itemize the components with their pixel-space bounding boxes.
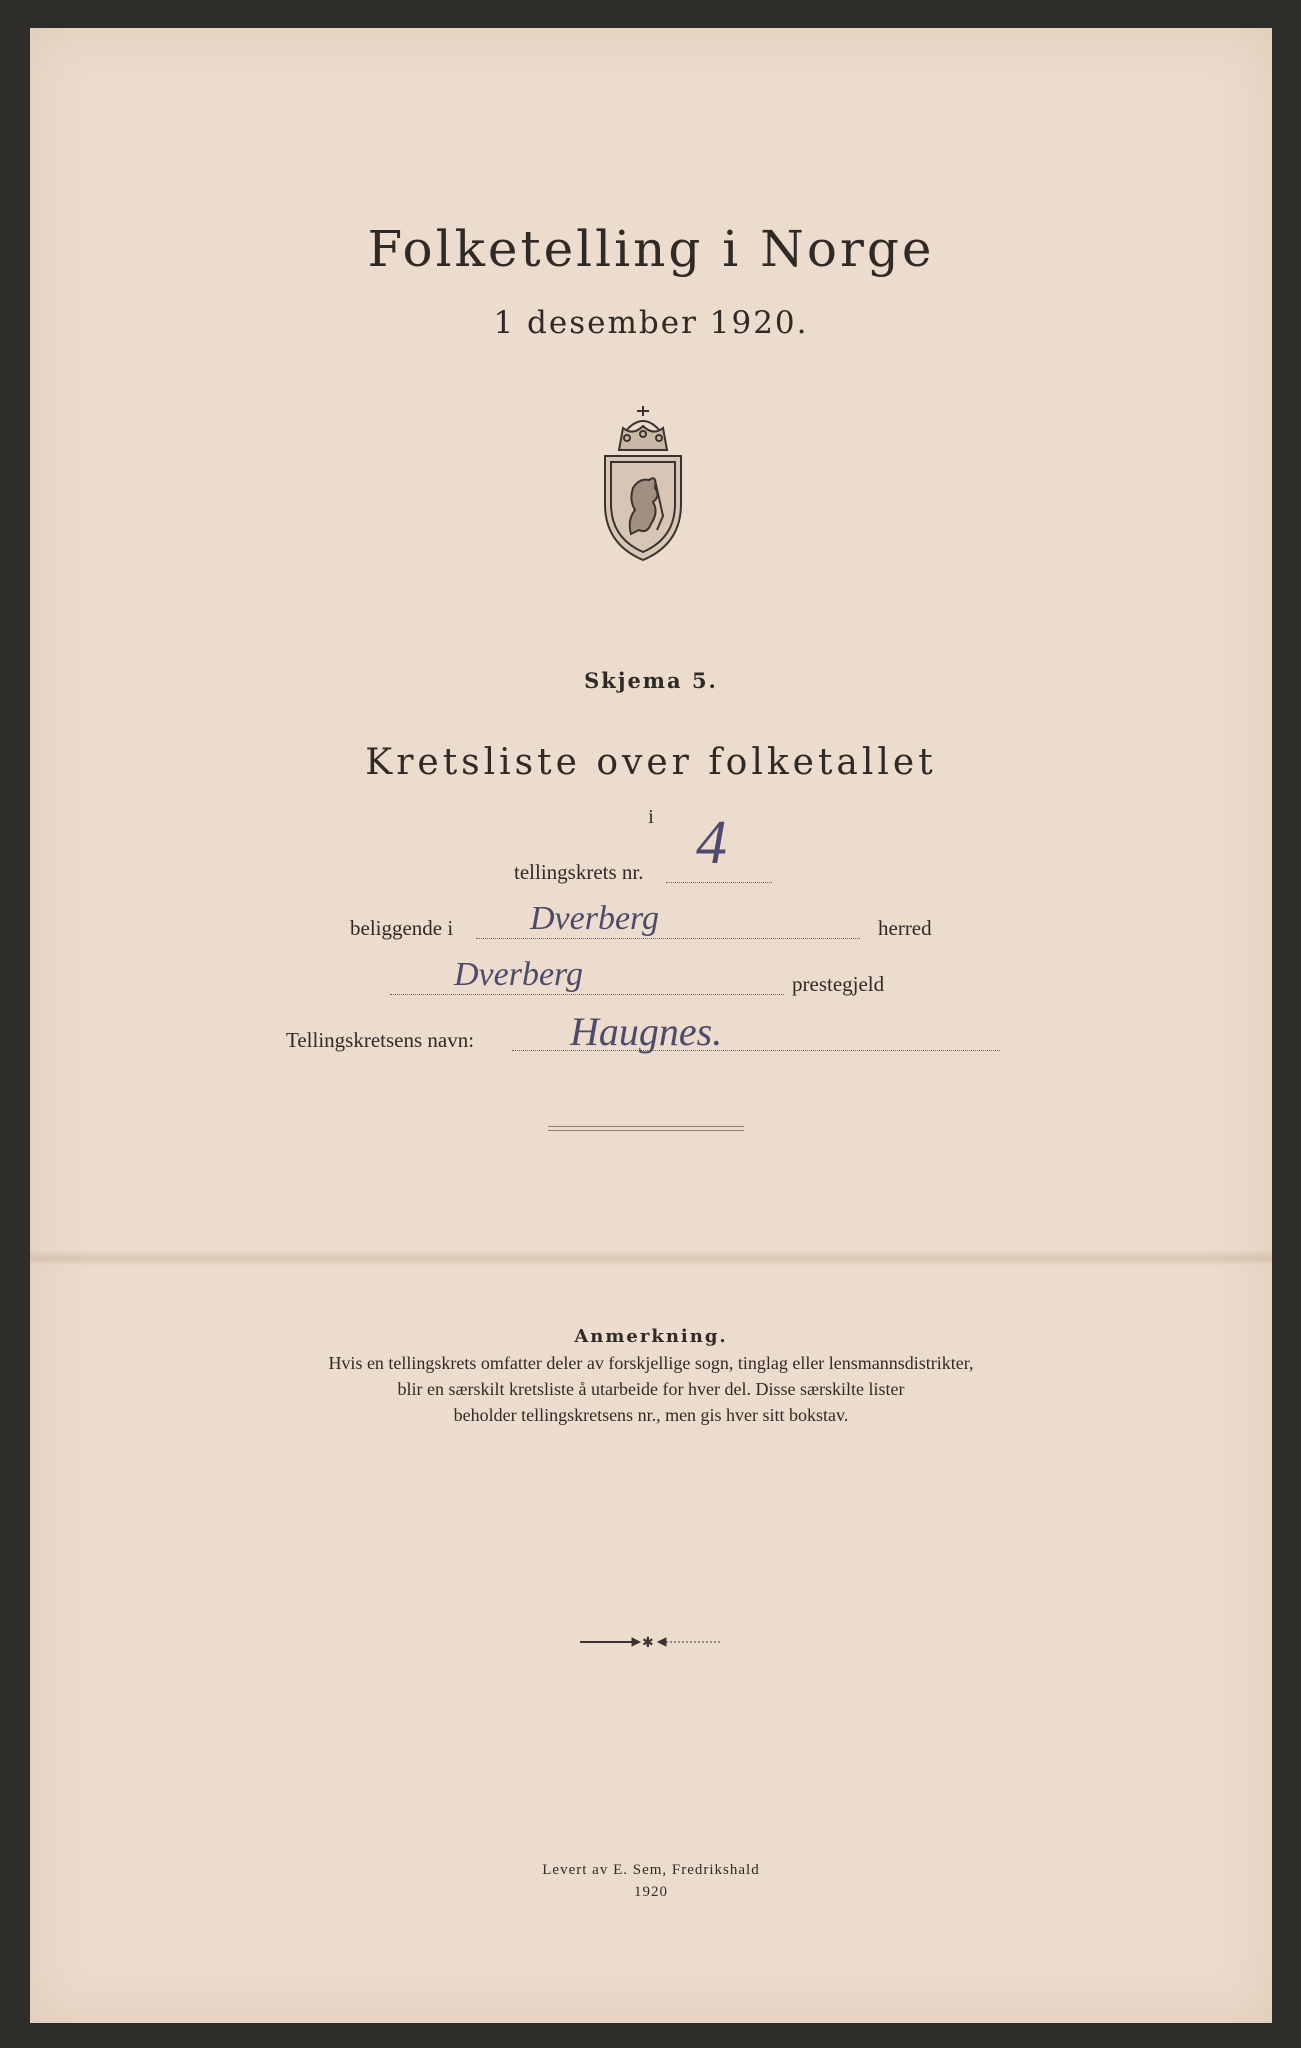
note-line-3: beholder tellingskretsens nr., men gis hver sitt bokstav. [453, 1405, 849, 1425]
parish-value: Dverberg [454, 956, 584, 993]
note-title: Anmerkning. [574, 1326, 728, 1347]
parish-line [390, 994, 784, 995]
located-value: Dverberg [530, 900, 660, 937]
divider-rule-bottom [548, 1130, 744, 1131]
coat-of-arms-icon [595, 400, 691, 564]
census-form-page [30, 28, 1272, 2023]
note-line-2: blir en særskilt kretsliste å utarbeide for hver del. Disse særskilte lister [397, 1379, 905, 1399]
ornament-divider-icon [576, 1634, 726, 1650]
connector-word: i [648, 806, 654, 828]
name-value: Haugnes. [570, 1009, 723, 1054]
note-line-1: Hvis en tellingskrets omfatter deler av forskjellige sogn, tinglag eller lensmannsdistrikter, [328, 1353, 974, 1373]
census-date: 1 desember 1920. [493, 305, 809, 341]
district-label: tellingskrets nr. [514, 860, 644, 884]
page-title: Folketelling i Norge [367, 220, 935, 278]
printer-year: 1920 [634, 1884, 668, 1900]
divider-rule-top [548, 1126, 744, 1127]
printer-credit: Levert av E. Sem, Fredrikshald [542, 1862, 760, 1878]
name-label: Tellingskretsens navn: [286, 1028, 475, 1052]
parish-label: prestegjeld [792, 972, 885, 996]
page-fold [30, 1250, 1272, 1266]
form-heading: Kretsliste over folketallet [365, 742, 937, 783]
district-value: 4 [696, 809, 727, 877]
herred-label: herred [878, 916, 932, 940]
schema-label: Skjema 5. [584, 668, 718, 693]
located-line [476, 938, 860, 939]
district-line [666, 882, 772, 883]
located-label: beliggende i [350, 916, 454, 940]
svg-text:✱: ✱ [642, 1635, 654, 1650]
